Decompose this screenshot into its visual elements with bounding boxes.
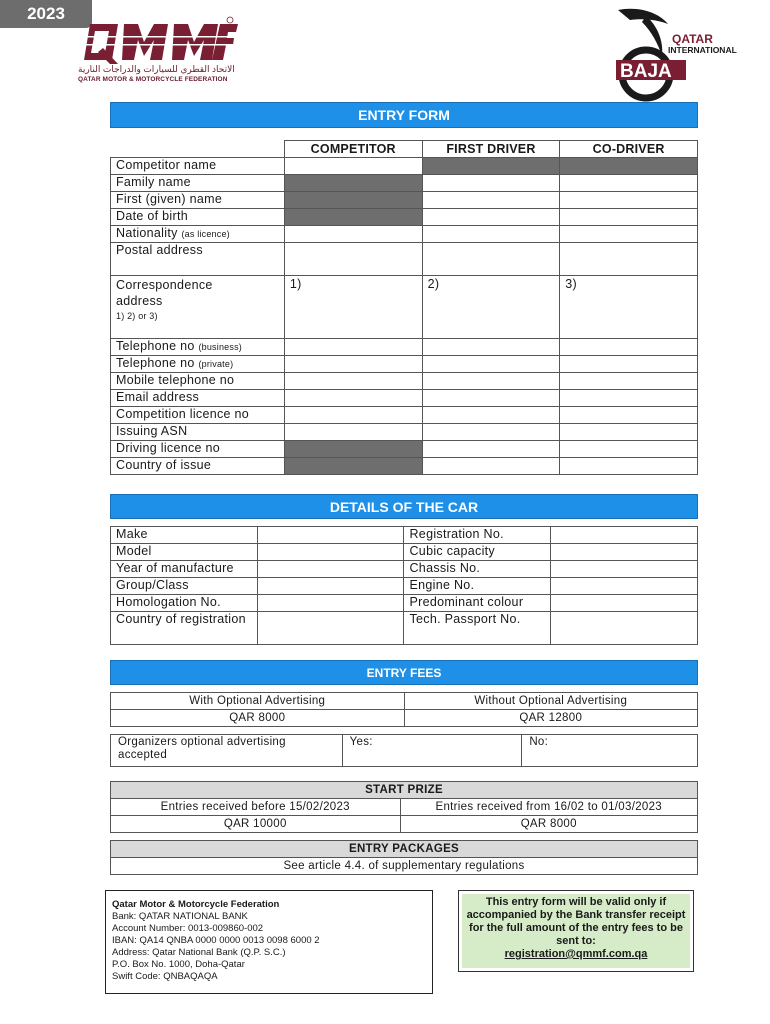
row-driving-licence <box>111 441 698 458</box>
field-email-first-driver[interactable] <box>422 390 560 407</box>
prize-before-label: Entries received before 15/02/2023 <box>111 799 401 816</box>
row-postal-address <box>111 243 698 276</box>
field-driving-licence-co-driver[interactable] <box>560 441 698 458</box>
federation-english-name: QATAR MOTOR & MOTORCYCLE FEDERATION <box>78 76 228 83</box>
field-competition-licence-first-driver[interactable] <box>422 407 560 424</box>
label-cubic-capacity: Cubic capacity <box>404 544 551 561</box>
label-correspondence-address: Correspondence address 1) 2) or 3) <box>111 276 285 339</box>
label-group-class: Group/Class <box>111 578 258 595</box>
year-tab: 2023 <box>0 0 92 28</box>
field-email-competitor[interactable] <box>284 390 422 407</box>
optional-advertising-label: Organizers optional advertising accepted <box>111 735 343 767</box>
row-telephone-private <box>111 356 698 373</box>
label-mobile-telephone: Mobile telephone no <box>111 373 285 390</box>
car-details-table <box>110 526 698 645</box>
column-co-driver: CO-DRIVER <box>560 141 698 158</box>
field-family-name-first-driver[interactable] <box>422 175 560 192</box>
label-family-name: Family name <box>111 175 285 192</box>
field-cubic-capacity[interactable] <box>551 544 698 561</box>
label-registration-no: Registration No. <box>404 527 551 544</box>
field-issuing-asn-co-driver[interactable] <box>560 424 698 441</box>
bank-details-title: Qatar Motor & Motorcycle Federation <box>112 899 280 910</box>
label-nationality: Nationality (as licence) <box>111 226 285 243</box>
row-competitor-name <box>111 158 698 175</box>
field-telephone-business-first-driver[interactable] <box>422 339 560 356</box>
row-competition-licence <box>111 407 698 424</box>
validity-notice <box>458 890 694 972</box>
bank-details <box>105 890 433 994</box>
column-competitor: COMPETITOR <box>284 141 422 158</box>
label-email-address: Email address <box>111 390 285 407</box>
advertising-row <box>111 735 698 767</box>
field-country-of-issue-first-driver[interactable] <box>422 458 560 475</box>
field-telephone-business-competitor[interactable] <box>284 339 422 356</box>
row-first-name <box>111 192 698 209</box>
label-country-of-registration: Country of registration <box>111 612 258 645</box>
advertising-no-field[interactable]: No: <box>522 735 698 767</box>
field-issuing-asn-competitor[interactable] <box>284 424 422 441</box>
start-prize-table <box>110 781 698 833</box>
field-date-of-birth-competitor <box>284 209 422 226</box>
baja-qatar-text: QATAR <box>672 32 713 46</box>
baja-international-text: INTERNATIONAL <box>668 45 737 55</box>
field-tech-passport-no[interactable] <box>551 612 698 645</box>
field-driving-licence-first-driver[interactable] <box>422 441 560 458</box>
prize-from-label: Entries received from 16/02 to 01/03/2023 <box>400 799 698 816</box>
label-issuing-asn: Issuing ASN <box>111 424 285 441</box>
start-prize-title: START PRIZE <box>111 782 698 799</box>
bank-account-number: Account Number: 0013-009860-002 <box>112 923 264 934</box>
label-first-name: First (given) name <box>111 192 285 209</box>
row-telephone-business <box>111 339 698 356</box>
advertising-yes-field[interactable]: Yes: <box>342 735 522 767</box>
car-row <box>111 595 698 612</box>
field-first-name-first-driver[interactable] <box>422 192 560 209</box>
label-homologation-no: Homologation No. <box>111 595 258 612</box>
bank-address: Address: Qatar National Bank (Q.P. S.C.) <box>112 947 286 958</box>
validity-notice-text: This entry form will be valid only if accompanied by the Bank transfer receipt for the full amount of the entry fees to be sent to: <box>466 896 686 947</box>
field-predominant-colour[interactable] <box>551 595 698 612</box>
row-nationality <box>111 226 698 243</box>
entry-packages-text-row <box>111 858 698 875</box>
label-competition-licence: Competition licence no <box>111 407 285 424</box>
field-telephone-private-co-driver[interactable] <box>560 356 698 373</box>
row-issuing-asn <box>111 424 698 441</box>
field-nationality-co-driver[interactable] <box>560 226 698 243</box>
field-telephone-business-co-driver[interactable] <box>560 339 698 356</box>
field-family-name-co-driver[interactable] <box>560 175 698 192</box>
entry-packages-text: See article 4.4. of supplementary regulations <box>111 858 698 875</box>
entry-fees-table <box>110 692 698 727</box>
field-make[interactable] <box>257 527 404 544</box>
field-email-co-driver[interactable] <box>560 390 698 407</box>
entry-table <box>110 140 698 475</box>
field-engine-no[interactable] <box>551 578 698 595</box>
field-correspondence-first-driver[interactable]: 2) <box>422 276 560 339</box>
label-model: Model <box>111 544 258 561</box>
entry-header-row <box>111 141 698 158</box>
field-registration-no[interactable] <box>551 527 698 544</box>
row-email-address <box>111 390 698 407</box>
entry-packages-table <box>110 840 698 875</box>
label-tech-passport-no: Tech. Passport No. <box>404 612 551 645</box>
field-telephone-private-first-driver[interactable] <box>422 356 560 373</box>
field-family-name-competitor <box>284 175 422 192</box>
field-homologation-no[interactable] <box>257 595 404 612</box>
bank-swift-code: Swift Code: QNBAQAQA <box>112 971 218 982</box>
field-model[interactable] <box>257 544 404 561</box>
baja-logo <box>608 6 740 102</box>
prize-before-amount: QAR 10000 <box>111 816 401 833</box>
field-postal-address-competitor[interactable] <box>284 243 422 276</box>
bank-name: Bank: QATAR NATIONAL BANK <box>112 911 248 922</box>
fee-without-advertising-amount: QAR 12800 <box>404 710 698 727</box>
fee-with-advertising-label: With Optional Advertising <box>111 693 405 710</box>
entry-packages-title: ENTRY PACKAGES <box>111 841 698 858</box>
label-predominant-colour: Predominant colour <box>404 595 551 612</box>
fees-amount-row <box>111 710 698 727</box>
field-first-name-co-driver[interactable] <box>560 192 698 209</box>
fees-label-row <box>111 693 698 710</box>
field-competition-licence-competitor[interactable] <box>284 407 422 424</box>
field-country-of-issue-competitor <box>284 458 422 475</box>
label-telephone-private: Telephone no (private) <box>111 356 285 373</box>
start-prize-label-row <box>111 799 698 816</box>
car-row <box>111 612 698 645</box>
label-year-of-manufacture: Year of manufacture <box>111 561 258 578</box>
field-competitor-name-co-driver <box>560 158 698 175</box>
entry-fees-title: ENTRY FEES <box>110 660 698 685</box>
car-row <box>111 527 698 544</box>
start-prize-amount-row <box>111 816 698 833</box>
label-country-of-issue: Country of issue <box>111 458 285 475</box>
field-first-name-competitor <box>284 192 422 209</box>
field-telephone-private-competitor[interactable] <box>284 356 422 373</box>
field-date-of-birth-first-driver[interactable] <box>422 209 560 226</box>
field-issuing-asn-first-driver[interactable] <box>422 424 560 441</box>
label-telephone-business: Telephone no (business) <box>111 339 285 356</box>
fee-without-advertising-label: Without Optional Advertising <box>404 693 698 710</box>
label-date-of-birth: Date of birth <box>111 209 285 226</box>
field-competitor-name-first-driver <box>422 158 560 175</box>
car-row <box>111 578 698 595</box>
car-details-title: DETAILS OF THE CAR <box>110 494 698 519</box>
field-mobile-co-driver[interactable] <box>560 373 698 390</box>
row-family-name <box>111 175 698 192</box>
field-correspondence-co-driver[interactable]: 3) <box>560 276 698 339</box>
field-competition-licence-co-driver[interactable] <box>560 407 698 424</box>
label-competitor-name: Competitor name <box>111 158 285 175</box>
registration-email-link[interactable]: registration@qmmf.com.qa <box>504 948 648 960</box>
entry-form-title: ENTRY FORM <box>110 102 698 128</box>
label-postal-address: Postal address <box>111 243 285 276</box>
validity-notice-content <box>462 894 690 968</box>
row-correspondence-address <box>111 276 698 339</box>
bank-iban: IBAN: QA14 QNBA 0000 0000 0013 0098 6000 2 <box>112 935 320 946</box>
field-competitor-name-competitor[interactable] <box>284 158 422 175</box>
field-mobile-competitor[interactable] <box>284 373 422 390</box>
field-date-of-birth-co-driver[interactable] <box>560 209 698 226</box>
federation-arabic-name: الاتحاد القطري للسيارات والدراجات النارية <box>78 64 235 74</box>
start-prize-header-row <box>111 782 698 799</box>
prize-from-amount: QAR 8000 <box>400 816 698 833</box>
optional-advertising-table <box>110 734 698 767</box>
row-date-of-birth <box>111 209 698 226</box>
field-driving-licence-competitor <box>284 441 422 458</box>
field-nationality-competitor[interactable] <box>284 226 422 243</box>
column-first-driver: FIRST DRIVER <box>422 141 560 158</box>
label-make: Make <box>111 527 258 544</box>
bank-po-box: P.O. Box No. 1000, Doha-Qatar <box>112 959 245 970</box>
field-correspondence-competitor[interactable]: 1) <box>284 276 422 339</box>
field-chassis-no[interactable] <box>551 561 698 578</box>
field-country-of-issue-co-driver[interactable] <box>560 458 698 475</box>
entry-packages-header-row <box>111 841 698 858</box>
label-engine-no: Engine No. <box>404 578 551 595</box>
field-nationality-first-driver[interactable] <box>422 226 560 243</box>
fee-with-advertising-amount: QAR 8000 <box>111 710 405 727</box>
row-mobile-telephone <box>111 373 698 390</box>
car-row <box>111 544 698 561</box>
field-mobile-first-driver[interactable] <box>422 373 560 390</box>
row-country-of-issue <box>111 458 698 475</box>
field-year-of-manufacture[interactable] <box>257 561 404 578</box>
label-driving-licence: Driving licence no <box>111 441 285 458</box>
entry-header-blank <box>111 141 285 158</box>
field-country-of-registration[interactable] <box>257 612 404 645</box>
car-row <box>111 561 698 578</box>
label-chassis-no: Chassis No. <box>404 561 551 578</box>
baja-word-text: BAJA <box>620 61 672 82</box>
field-group-class[interactable] <box>257 578 404 595</box>
field-postal-address-co-driver[interactable] <box>560 243 698 276</box>
field-postal-address-first-driver[interactable] <box>422 243 560 276</box>
